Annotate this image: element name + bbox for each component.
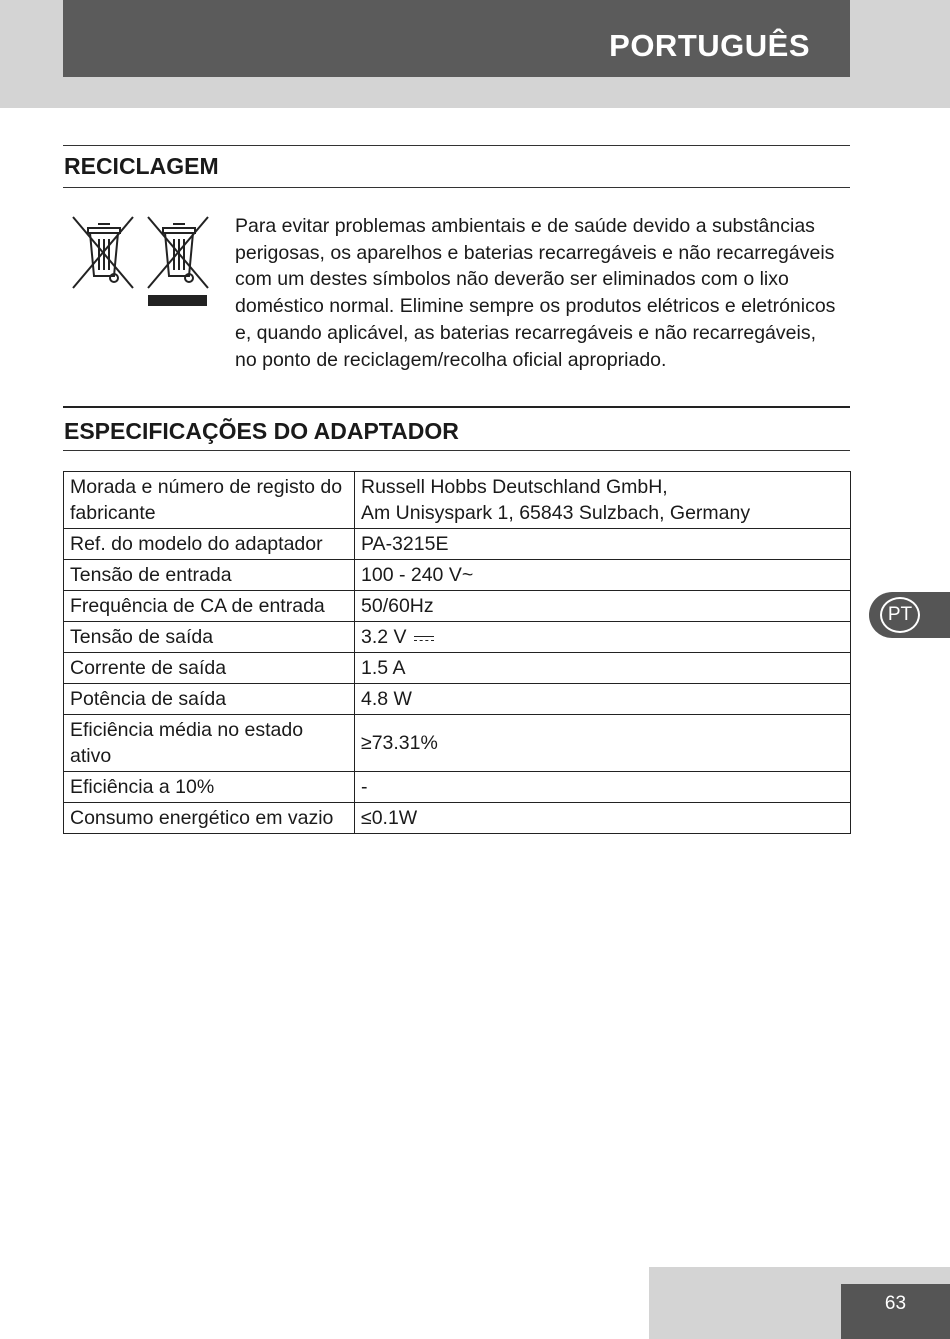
table-row [64,715,851,772]
spec-value: 50/60Hz [355,591,851,622]
table-row [64,684,851,715]
spec-label: Eficiência a 10% [64,772,355,803]
table-row [64,772,851,803]
adapter-spec-table [63,471,851,834]
manufacturer-name: Russell Hobbs Deutschland GmbH, [361,476,668,498]
spec-label: Tensão de saída [64,622,355,653]
page-number: 63 [841,1284,950,1339]
table-row [64,591,851,622]
dc-current-icon [414,634,434,644]
table-row [64,529,851,560]
spec-label: Frequência de CA de entrada [64,591,355,622]
language-title: PORTUGUÊS [609,28,810,63]
spec-value: 4.8 W [355,684,851,715]
table-row [64,622,851,653]
table-row [64,653,851,684]
recycling-paragraph: Para evitar problemas ambientais e de saúde devido a substâncias perigosas, os aparelhos e baterias recarregáveis e não recarregáveis com um destes símbolos não deverão ser eliminados com o lixo doméstico normal. Elimine sempre os produtos elétricos e eletrónicos e, quando aplicável, as baterias recarregáveis e não recarregáveis, no ponto de reciclagem/recolha oficial apropriado. [235,215,836,371]
language-badge: PT [880,597,920,633]
language-side-tab [869,592,950,638]
spec-label: Corrente de saída [64,653,355,684]
weee-symbols [68,212,213,312]
spec-value: PA-3215E [355,529,851,560]
table-row [64,472,851,529]
spec-value: ≥73.31% [355,715,851,772]
crossed-out-wheelie-bin-icon [68,212,213,312]
table-row [64,803,851,834]
spec-label: Ref. do modelo do adaptador [64,529,355,560]
recycling-heading: RECICLAGEM [63,145,850,188]
spec-value: - [355,772,851,803]
spec-label: Potência de saída [64,684,355,715]
spec-value: 100 - 240 V~ [355,560,851,591]
spec-value [355,472,851,529]
spec-value: 1.5 A [355,653,851,684]
spec-label: Eficiência média no estado ativo [64,715,355,772]
specs-heading: ESPECIFICAÇÕES DO ADAPTADOR [63,406,850,451]
spec-label: Tensão de entrada [64,560,355,591]
output-voltage-value: 3.2 V [361,626,407,648]
spec-label: Consumo energético em vazio [64,803,355,834]
spec-value [355,622,851,653]
language-header [63,0,850,77]
spec-value: ≤0.1W [355,803,851,834]
black-bar-icon [148,295,207,306]
table-row [64,560,851,591]
manufacturer-address: Am Unisyspark 1, 65843 Sulzbach, Germany [361,502,751,524]
spec-label: Morada e número de registo do fabricante [64,472,355,529]
